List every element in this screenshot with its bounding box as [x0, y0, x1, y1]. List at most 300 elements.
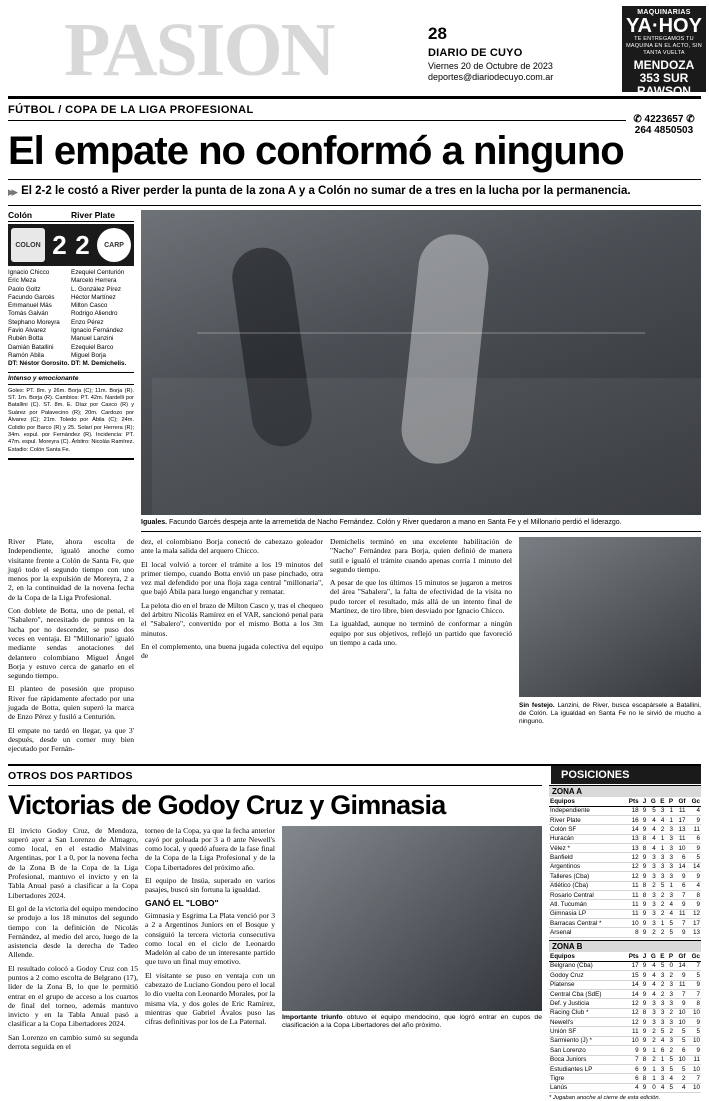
- table-cell: 3: [647, 1018, 657, 1027]
- table-cell: 14: [674, 862, 687, 871]
- lineup-player: Milton Casco: [71, 302, 108, 310]
- table-cell: 11: [687, 1055, 701, 1064]
- table-cell: 3: [647, 999, 657, 1008]
- table-cell: 3: [665, 844, 674, 853]
- table-cell: 9: [640, 900, 648, 909]
- table-cell: 12: [623, 1018, 639, 1027]
- article-paragraph: La pelota dio en el brazo de Milton Casco y, tras el chequeo del árbitro Nicolás Ramírez en el VAR, sancionó penal para el "Sabalero", convertido por el mismo Botta a los 3m minutos.: [141, 600, 323, 638]
- table-cell: 9: [640, 872, 648, 881]
- table-row: [549, 806, 701, 815]
- article-paragraph: San Lorenzo en cambio sumó su segunda derrota seguida en el: [8, 1032, 138, 1052]
- table-cell: Barracas Central *: [549, 919, 623, 928]
- table-cell: 5: [647, 806, 657, 815]
- table-cell: 2: [657, 900, 666, 909]
- table-header: Equipos: [549, 797, 623, 807]
- table-header: J: [640, 952, 648, 962]
- table-header: Pts: [623, 952, 639, 962]
- table-cell: 14: [623, 980, 639, 989]
- table-cell: 10: [674, 1055, 687, 1064]
- table-cell: 2: [665, 1027, 674, 1036]
- table-row: [549, 909, 701, 918]
- table-cell: Gimnasia LP: [549, 909, 623, 918]
- table-cell: 9: [640, 989, 648, 998]
- table-cell: 4: [687, 806, 701, 815]
- table-cell: 14: [687, 862, 701, 871]
- table-cell: 1: [665, 815, 674, 824]
- lower-columns: [8, 826, 542, 1056]
- table-cell: 4: [647, 815, 657, 824]
- table-header: P: [665, 952, 674, 962]
- table-cell: 14: [623, 825, 639, 834]
- table-cell: 3: [665, 862, 674, 871]
- table-cell: 5: [665, 1064, 674, 1073]
- table-cell: 4: [647, 825, 657, 834]
- table-header: P: [665, 797, 674, 807]
- table-cell: 2: [647, 1027, 657, 1036]
- table-cell: Vélez *: [549, 844, 623, 853]
- table-cell: 14: [674, 961, 687, 970]
- table-cell: 11: [623, 881, 639, 890]
- table-row: [549, 872, 701, 881]
- zone-a-label: ZONA A: [549, 785, 701, 797]
- table-cell: 3: [657, 1008, 666, 1017]
- lineup-player: Ramón Ábila: [8, 351, 45, 359]
- table-cell: 13: [687, 928, 701, 937]
- secondary-photo-column: [519, 537, 701, 758]
- table-cell: 9: [640, 825, 648, 834]
- table-cell: 5: [657, 1027, 666, 1036]
- lineup-player: Ezequiel Centurión: [71, 269, 125, 276]
- table-cell: Boca Juniors: [549, 1055, 623, 1064]
- publication-name: DIARIO DE CUYO: [428, 47, 523, 59]
- table-cell: 4: [647, 834, 657, 843]
- table-cell: 2: [657, 989, 666, 998]
- lineup-player: Rubén Botta: [8, 335, 44, 343]
- article-paragraph: torneo de la Copa, ya que la fecha anterior cayó por goleada por 3 a 0 ante Newell's como local, y quedó afuera de la fase final de la Copa de la Liga Profesional y de la Copa Libertadores del próximo año.: [145, 825, 275, 872]
- article-column-3: [330, 537, 512, 758]
- lineup-player: Ezequiel Barco: [71, 343, 114, 351]
- table-cell: 9: [674, 900, 687, 909]
- table-cell: 7: [687, 989, 701, 998]
- table-cell: 4: [665, 1074, 674, 1083]
- table-cell: 9: [640, 999, 648, 1008]
- home-team-crest: COLON: [11, 228, 45, 262]
- table-cell: 7: [674, 890, 687, 899]
- lower-content: [8, 785, 701, 1101]
- table-cell: 9: [640, 961, 648, 970]
- table-cell: 1: [657, 844, 666, 853]
- table-cell: 4: [657, 1083, 666, 1092]
- lineup-player: Stephano Moreyra: [8, 318, 60, 326]
- table-cell: 7: [687, 961, 701, 970]
- table-cell: 10: [674, 1018, 687, 1027]
- lineup-player: Eric Meza: [8, 277, 36, 285]
- table-cell: 2: [657, 825, 666, 834]
- article-paragraph: El planteo de posesión que propuso River fue rápidamente afectado por una jugada de Botta, quien superó la marca de Enzo Pérez y fusiló a Centurión.: [8, 684, 134, 722]
- table-cell: 3: [665, 853, 674, 862]
- article-paragraph: River Plate, ahora escolta de Independiente, igualó anoche como visitante frente a Colón de Santa Fe, que jugó todo el segundo tiempo con uno menos por la expulsión de Moreyra, 2 a 2, en la continuidad de la novena fecha de la Copa de la Liga Profesional.: [8, 537, 134, 602]
- table-cell: Atlético (Cba): [549, 881, 623, 890]
- table-cell: 6: [674, 881, 687, 890]
- table-cell: 13: [623, 844, 639, 853]
- table-cell: 10: [687, 1083, 701, 1092]
- table-cell: 11: [674, 834, 687, 843]
- table-cell: 8: [640, 834, 648, 843]
- table-cell: 6: [674, 1046, 687, 1055]
- table-cell: 9: [640, 815, 648, 824]
- lineup-player: Paolo Goltz: [8, 285, 41, 293]
- table-cell: 10: [687, 1008, 701, 1017]
- table-cell: 5: [674, 1064, 687, 1073]
- table-cell: 3: [657, 872, 666, 881]
- table-row: [549, 1027, 701, 1036]
- table-cell: 6: [623, 1064, 639, 1073]
- table-cell: 9: [640, 909, 648, 918]
- lineup-player: Facundo Garcés: [8, 293, 55, 301]
- article-paragraph: A pesar de que los últimos 15 minutos se jugaron a metros del área "Sabalera", la falta de efectividad de la visita no pudo torcer el resultado, más allá de un intento final de Martínez, de tiro libre, bien desviado por Ignacio Chicco.: [330, 578, 512, 616]
- table-cell: Central Cba (SdE): [549, 989, 623, 998]
- subhead-divider: [8, 205, 701, 206]
- table-cell: 9: [640, 1036, 648, 1045]
- table-cell: 5: [665, 919, 674, 928]
- table-cell: 6: [623, 1074, 639, 1083]
- table-cell: Arsenal: [549, 928, 623, 937]
- away-team-crest: CARP: [97, 228, 131, 262]
- away-team-name: River Plate: [71, 210, 115, 220]
- table-cell: 17: [687, 919, 701, 928]
- table-row: [549, 980, 701, 989]
- table-cell: 9: [687, 815, 701, 824]
- lineup-player: Ignacio Chicco: [8, 269, 50, 276]
- section2-subhead: GANÓ EL "LOBO": [145, 897, 219, 908]
- lineup-player: Héctor Martínez: [71, 293, 116, 301]
- table-cell: 3: [647, 1008, 657, 1017]
- table-cell: 11: [623, 1027, 639, 1036]
- ad-title: YA·HOY: [626, 15, 702, 37]
- section2-photo-caption: [282, 1011, 542, 1031]
- match-stats-column: [8, 210, 134, 532]
- table-cell: 5: [665, 928, 674, 937]
- section2-column-1: [8, 826, 138, 1056]
- table-header: Pts: [623, 797, 639, 807]
- table-cell: 5: [665, 1055, 674, 1064]
- away-score: 2: [75, 230, 90, 260]
- table-cell: Def. y Justicia: [549, 999, 623, 1008]
- masthead-info: [428, 6, 618, 92]
- table-cell: 3: [657, 971, 666, 980]
- table-cell: 2: [647, 928, 657, 937]
- table-cell: 3: [665, 980, 674, 989]
- table-cell: 9: [640, 1027, 648, 1036]
- table-cell: 8: [640, 881, 648, 890]
- table-cell: 12: [687, 909, 701, 918]
- publication-logo: PASION: [64, 8, 334, 92]
- table-cell: 5: [687, 1027, 701, 1036]
- away-lineup: [71, 269, 134, 369]
- table-cell: 1: [647, 1064, 657, 1073]
- table-cell: Tigre: [549, 1074, 623, 1083]
- table-cell: 2: [657, 980, 666, 989]
- table-cell: 2: [665, 1008, 674, 1017]
- publication-date: Viernes 20 de Octubre de 2023: [428, 61, 553, 71]
- section2-photo-column: [282, 826, 542, 1056]
- main-photo-caption-lead: Iguales.: [141, 519, 168, 526]
- table-cell: 8: [687, 890, 701, 899]
- table-cell: 1: [647, 1046, 657, 1055]
- table-cell: 2: [674, 1074, 687, 1083]
- table-cell: 8: [640, 1055, 648, 1064]
- article-paragraph: El empate no tardó en llegar, ya que 3' después, desde un corner muy bien ejecutado por Fernán-: [8, 725, 134, 754]
- table-cell: 11: [687, 825, 701, 834]
- table-cell: 3: [647, 919, 657, 928]
- table-cell: 7: [674, 989, 687, 998]
- table-cell: Rosario Central: [549, 890, 623, 899]
- table-cell: 5: [657, 961, 666, 970]
- table-row: [549, 919, 701, 928]
- article-paragraph: El equipo de Insúa, superado en varios pasajes, buscó sin fortuna la igualdad.: [145, 876, 275, 895]
- main-photo: [141, 210, 701, 515]
- table-cell: 9: [674, 971, 687, 980]
- table-cell: 12: [623, 872, 639, 881]
- zone-b-table: [549, 952, 701, 1093]
- standings-note: * Jugaban anoche al cierre de esta edición.: [549, 1095, 661, 1101]
- table-row: [549, 999, 701, 1008]
- article-paragraph: El resultado colocó a Godoy Cruz con 15 puntos a 2 como escolta de Belgrano (17), líder de la Zona B, lo que le permitió entrar en el grupo de acceso a los cuartos de final del torneo, además mantuvo invicto y en la Tabla Anual pasó a clasificar a la Copa Libertadores 2024.: [8, 963, 138, 1029]
- secondary-photo: [519, 537, 701, 697]
- secondary-photo-caption-text: Lanzini, de River, busca escapársele a Batallini, de Colón. La igualdad en Santa Fe no le sirvió de mucho a ninguno.: [519, 702, 701, 725]
- zone-a-table: [549, 797, 701, 938]
- table-cell: 4: [647, 961, 657, 970]
- table-cell: 3: [665, 1018, 674, 1027]
- table-cell: 3: [665, 834, 674, 843]
- ad-brand-label: MAQUINARIAS: [637, 9, 691, 16]
- table-cell: Independiente: [549, 806, 623, 815]
- table-cell: 9: [640, 1046, 648, 1055]
- chevron-right-icon: ▸▸: [8, 184, 16, 199]
- table-cell: 3: [657, 1018, 666, 1027]
- table-cell: 1: [657, 919, 666, 928]
- table-cell: 3: [647, 872, 657, 881]
- table-cell: 6: [687, 834, 701, 843]
- table-cell: 2: [665, 971, 674, 980]
- table-cell: 1: [647, 1074, 657, 1083]
- table-cell: 9: [674, 999, 687, 1008]
- lineup-player: Favio Álvarez: [8, 327, 47, 335]
- table-cell: 8: [623, 928, 639, 937]
- table-cell: Unión SF: [549, 1027, 623, 1036]
- table-cell: 9: [687, 872, 701, 881]
- table-cell: 9: [623, 1046, 639, 1055]
- page-number: 28: [428, 24, 447, 43]
- subheadline-row: [8, 180, 701, 205]
- table-cell: 2: [647, 1055, 657, 1064]
- lineup-player: L. González Pírez: [71, 285, 122, 293]
- article-paragraph: El invicto Godoy Cruz, de Mendoza, superó ayer a San Lorenzo de Almagro, como local, en el estadio Malvinas Argentinas, por 1 a 0, por la novena fecha de la Zona B de la Copa de la Liga Profesional, mantuvo el invicto y en la Tabla Anual pasó a clasificar a la Copa Libertadores 2024.: [8, 825, 138, 900]
- table-cell: 12: [623, 999, 639, 1008]
- table-cell: Estudiantes LP: [549, 1064, 623, 1073]
- section2-kicker: OTROS DOS PARTIDOS: [8, 769, 133, 782]
- table-cell: 9: [640, 806, 648, 815]
- table-row: [549, 1074, 701, 1083]
- table-cell: River Plate: [549, 815, 623, 824]
- table-cell: 3: [657, 862, 666, 871]
- table-row: [549, 1055, 701, 1064]
- section2-title: Victorias de Godoy Cruz y Gimnasia: [8, 785, 542, 826]
- table-cell: 10: [623, 1036, 639, 1045]
- table-cell: 4: [647, 980, 657, 989]
- article-paragraph: Demichelis terminó en una excelente habilitación de "Nacho" Fernández para Borja, quien definió de manera sutil e igualó el trámite cuando apenas corría 1 minuto del segundo tiempo.: [330, 537, 512, 574]
- table-cell: 9: [640, 1018, 648, 1027]
- table-cell: 11: [623, 890, 639, 899]
- home-team-name: Colón: [8, 210, 33, 220]
- section2-header: [8, 766, 701, 785]
- table-cell: 9: [640, 1064, 648, 1073]
- table-cell: 6: [657, 1046, 666, 1055]
- table-cell: 3: [647, 909, 657, 918]
- home-score: 2: [52, 230, 67, 260]
- table-header: Equipos: [549, 952, 623, 962]
- table-header: Gc: [687, 952, 701, 962]
- table-cell: 4: [665, 900, 674, 909]
- table-cell: 9: [687, 1046, 701, 1055]
- table-cell: 4: [687, 881, 701, 890]
- table-cell: 9: [640, 862, 648, 871]
- section2-photo-caption-text: obtuvo el equipo mendocino, que logró entrar en cupos de clasificación a la Copa Libertadores del año próximo.: [282, 1013, 542, 1030]
- table-row: [549, 928, 701, 937]
- article-body: [8, 537, 701, 758]
- table-cell: Lanús: [549, 1083, 623, 1092]
- table-cell: 10: [674, 1008, 687, 1017]
- lineup-player: Rodrigo Aliendro: [71, 310, 118, 318]
- table-cell: 5: [674, 1036, 687, 1045]
- table-row: [549, 989, 701, 998]
- table-cell: 9: [640, 971, 648, 980]
- table-cell: 4: [647, 971, 657, 980]
- article-paragraph: En el complemento, una buena jugada colectiva del equipo de: [141, 641, 323, 661]
- ad-address-line1: MENDOZA 353 SUR: [633, 58, 695, 85]
- table-row: [549, 1046, 701, 1055]
- lineup-coach: DT: Néstor Gorosito.: [8, 360, 70, 368]
- table-cell: Belgrano (Cba): [549, 961, 623, 970]
- table-cell: San Lorenzo: [549, 1046, 623, 1055]
- lineup-player: Damián Batallini: [8, 343, 54, 351]
- table-cell: 3: [665, 872, 674, 881]
- table-cell: 5: [665, 1083, 674, 1092]
- table-cell: 4: [657, 1036, 666, 1045]
- table-cell: 12: [623, 853, 639, 862]
- ad-address-line2: RAWSON SAN JUAN: [633, 84, 695, 111]
- table-cell: 2: [665, 1046, 674, 1055]
- table-cell: 5: [687, 971, 701, 980]
- table-cell: 9: [640, 928, 648, 937]
- table-cell: 9: [687, 1018, 701, 1027]
- table-cell: Godoy Cruz: [549, 971, 623, 980]
- subheadline: El 2-2 le costó a River perder la punta de la zona A y a Colón no sumar de a tres en la lucha por la permanencia.: [21, 185, 631, 197]
- table-cell: 8: [640, 844, 648, 853]
- table-cell: 18: [623, 806, 639, 815]
- article-paragraph: La igualdad, aunque no terminó de conformar a ningún equipo por sus objetivos, reflejó un partido que favoreció un tiempo a cada uno.: [330, 619, 512, 647]
- table-cell: 1: [665, 881, 674, 890]
- table-cell: Racing Club *: [549, 1008, 623, 1017]
- table-cell: 10: [687, 1064, 701, 1073]
- article-column-2: [141, 537, 323, 758]
- table-row: [549, 1018, 701, 1027]
- table-cell: 11: [623, 909, 639, 918]
- table-row: [549, 881, 701, 890]
- article-paragraph: El visitante se puso en ventaja con un cabezazo de Luciano Gondou pero el local lo dio vuelta con Leonardo Morales, por la misma vía, y dos goles de Eric Ramírez, mientras que Gabriel Ávalos puso las cifras definitivas por los de La Paternal.: [145, 970, 275, 1027]
- table-cell: 8: [640, 1074, 648, 1083]
- table-cell: 3: [647, 853, 657, 862]
- table-row: [549, 890, 701, 899]
- table-cell: Talleres (Cba): [549, 872, 623, 881]
- ad-phone: ✆ 4223657 ✆ 264 4850503: [626, 113, 702, 137]
- table-cell: 4: [665, 909, 674, 918]
- table-cell: 1: [665, 806, 674, 815]
- table-cell: 6: [674, 853, 687, 862]
- table-header: E: [657, 952, 666, 962]
- table-cell: 3: [647, 890, 657, 899]
- table-cell: Newell's: [549, 1018, 623, 1027]
- table-cell: 0: [665, 961, 674, 970]
- table-cell: 12: [623, 1008, 639, 1017]
- table-row: [549, 815, 701, 824]
- table-cell: 1: [657, 834, 666, 843]
- table-cell: 3: [657, 999, 666, 1008]
- scorebox: [8, 224, 134, 266]
- advertisement-banner[interactable]: [622, 6, 706, 136]
- article-paragraph: Gimnasia y Esgrima La Plata venció por 3 a 2 a Argentinos Juniors en el Bosque y consiguió la tercera victoria consecutiva como local en el ciclo de Leonardo Madelón al cabo de un interesante partido que tuvo un final muy emotivo.: [145, 910, 275, 967]
- table-cell: 3: [657, 1074, 666, 1083]
- table-cell: 3: [647, 862, 657, 871]
- table-row: [549, 853, 701, 862]
- table-cell: 13: [623, 834, 639, 843]
- lineup-player: Tomás Galván: [8, 310, 49, 318]
- lineups: [8, 269, 134, 373]
- article-paragraph: El local volvió a torcer el trámite a los 19 minutos del primer tiempo, cuando Botta envió un pase pinchado, otra vez mal defendido por una floja zaga central "millonaria", que bajó Ábila para luego enganchar y rematar.: [141, 559, 323, 597]
- table-cell: 14: [623, 989, 639, 998]
- table-cell: 9: [640, 853, 648, 862]
- table-row: [549, 961, 701, 970]
- article-paragraph: dez, el colombiano Borja conectó de cabezazo goleador ante la mala salida del arquero Chicco.: [141, 537, 323, 556]
- table-cell: 11: [623, 900, 639, 909]
- table-cell: 8: [640, 890, 648, 899]
- table-cell: 2: [657, 890, 666, 899]
- secondary-photo-caption: [519, 700, 701, 726]
- section2-photo: [282, 826, 542, 1011]
- table-cell: 2: [647, 1036, 657, 1045]
- table-cell: 2: [657, 928, 666, 937]
- table-cell: 9: [674, 928, 687, 937]
- lineup-player: Marcelo Herrera: [71, 277, 117, 285]
- table-cell: Sarmiento (J) *: [549, 1036, 623, 1045]
- table-cell: Banfield: [549, 853, 623, 862]
- table-cell: 8: [687, 999, 701, 1008]
- table-header: Gc: [687, 797, 701, 807]
- table-cell: Colón SF: [549, 825, 623, 834]
- home-lineup: [8, 269, 71, 369]
- table-cell: 11: [674, 909, 687, 918]
- main-content: [8, 210, 701, 532]
- table-cell: 11: [674, 806, 687, 815]
- table-cell: 9: [674, 872, 687, 881]
- section2-photo-caption-lead: Importante triunfo: [282, 1013, 343, 1021]
- ad-subtitle: TE ENTREGAMOS TU MAQUINA EN EL ACTO, SIN TANTA VUELTA: [626, 36, 702, 56]
- secondary-photo-caption-lead: Sin festejo.: [519, 702, 555, 709]
- table-cell: 4: [623, 1083, 639, 1092]
- standings-panel: [549, 785, 701, 1101]
- table-cell: 3: [657, 1064, 666, 1073]
- table-row: [549, 844, 701, 853]
